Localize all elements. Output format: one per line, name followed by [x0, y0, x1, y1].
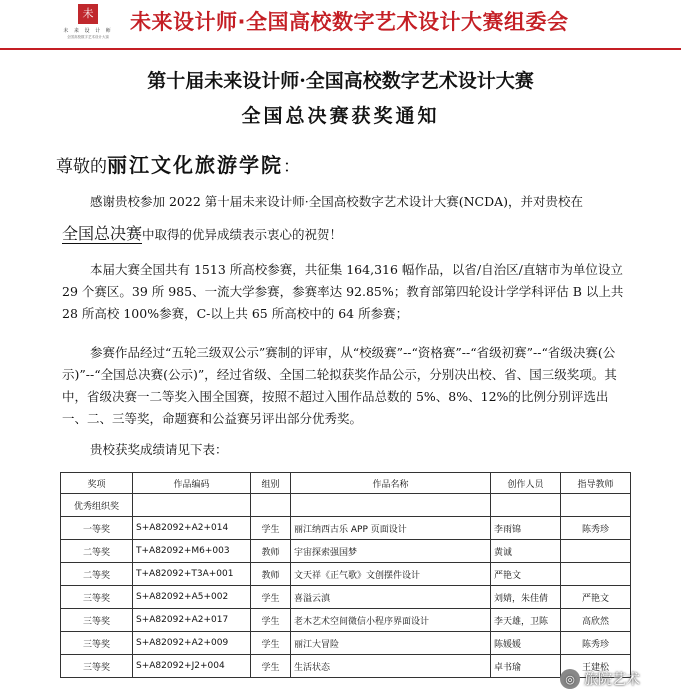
award-cell: 二等奖 [61, 540, 133, 563]
school-name: 丽江文化旅游学院 [107, 153, 283, 177]
group-cell: 学生 [251, 632, 291, 655]
advisor-cell [561, 563, 631, 586]
code-cell: T+A82092+T3A+001 [133, 563, 251, 586]
paragraph-process: 参赛作品经过“五轮三级双公示”赛制的评审，从“校级赛”--“资格赛”--“省级初赛”--“省级决赛(公示)”--“全国总决赛(公示)”，经过省级、全国二轮拟获奖作品公示，分别决出校、省、国三级奖项。其中，省级决赛一二等奖入围全国赛，按照不超过入围作品总数的 5%、8%、12%的比例分别评选出一、二、三等奖，命题赛和公益赛另评出部分优秀奖。 [62, 345, 617, 426]
header-title: 作品名称 [291, 473, 491, 494]
award-cell: 二等奖 [61, 563, 133, 586]
title-cell: 丽江纳西古乐 APP 页面设计 [291, 517, 491, 540]
creators-cell: 黄诚 [491, 540, 561, 563]
advisor-cell: 王建松 [561, 655, 631, 678]
table-row [61, 517, 631, 540]
title-cell: 宇宙探索强国梦 [291, 540, 491, 563]
paragraph-table-intro: 贵校获奖成绩请见下表： [90, 442, 228, 457]
table-row [61, 632, 631, 655]
wechat-icon: ◎ [560, 669, 580, 689]
org-award-cell: 优秀组织奖 [61, 494, 133, 517]
creators-cell: 李天雄，卫陈 [491, 609, 561, 632]
code-cell: S+A82092+J2+004 [133, 655, 251, 678]
header-award: 奖项 [61, 473, 133, 494]
group-cell: 学生 [251, 517, 291, 540]
watermark-text: 旅院艺术 [584, 672, 640, 688]
notice-title-line1: 第十届未来设计师·全国高校数字艺术设计大赛 [147, 70, 534, 92]
award-cell: 三等奖 [61, 632, 133, 655]
award-cell: 三等奖 [61, 609, 133, 632]
creators-cell: 严艳文 [491, 563, 561, 586]
code-cell: S+A82092+A2+017 [133, 609, 251, 632]
salutation-suffix: ： [283, 157, 300, 177]
advisor-cell: 陈秀珍 [561, 632, 631, 655]
logo-text-line1: 未 来 设 计 师 [63, 28, 113, 34]
advisor-cell [561, 540, 631, 563]
letterhead [0, 0, 681, 52]
header-creators: 创作人员 [491, 473, 561, 494]
notice-title-line2: 全国总决赛获奖通知 [241, 105, 440, 127]
group-cell: 学生 [251, 655, 291, 678]
advisor-cell: 陈秀珍 [561, 517, 631, 540]
organizer-name: 未来设计师·全国高校数字艺术设计大赛组委会 [130, 10, 569, 34]
creators-cell: 陈媛媛 [491, 632, 561, 655]
creators-cell: 李雨锦 [491, 517, 561, 540]
title-cell: 老木艺术空间微信小程序界面设计 [291, 609, 491, 632]
table-row [61, 586, 631, 609]
paragraph-thanks: 感谢贵校参加 2022 第十届未来设计师·全国高校数字艺术设计大赛(NCDA)，并对贵校在 [90, 194, 584, 209]
table-header-row [61, 473, 631, 494]
code-cell: S+A82092+A2+014 [133, 517, 251, 540]
paragraph-stats: 本届大赛全国共有 1513 所高校参赛，共征集 164,316 幅作品，以省/自治区/直辖市为单位设立 29 个赛区。39 所 985、一流大学参赛，参赛率达 92.85%；教育部第四轮设计学学科评估 B 以上共 28 所高校 100%参赛，C-以上共 65 所高校中的 64 所参赛； [62, 262, 624, 321]
salutation [56, 149, 300, 178]
final-round-label: 全国总决赛 [62, 224, 143, 243]
table-row [61, 655, 631, 678]
table-row [61, 563, 631, 586]
logo-text-line2: 全国高校数字艺术设计大赛 [67, 35, 109, 39]
header-group: 组别 [251, 473, 291, 494]
award-cell: 三等奖 [61, 586, 133, 609]
creators-cell: 卓书瑜 [491, 655, 561, 678]
table-row [61, 609, 631, 632]
group-cell: 教师 [251, 563, 291, 586]
code-cell: T+A82092+M6+003 [133, 540, 251, 563]
paragraph-congrats [62, 223, 632, 246]
code-cell: S+A82092+A2+009 [133, 632, 251, 655]
title-cell: 生活状态 [291, 655, 491, 678]
salutation-prefix: 尊敬的 [56, 157, 107, 177]
title-cell: 喜溢云滇 [291, 586, 491, 609]
code-cell: S+A82092+A5+002 [133, 586, 251, 609]
account-watermark [560, 664, 678, 694]
header-divider [0, 48, 681, 50]
logo-mark: 未 [78, 4, 98, 24]
title-cell: 文天祥《正气歌》文创摆件设计 [291, 563, 491, 586]
advisor-cell: 高欣然 [561, 609, 631, 632]
group-cell: 学生 [251, 586, 291, 609]
table-row [61, 494, 631, 517]
awards-table [60, 472, 631, 678]
advisor-cell: 严艳文 [561, 586, 631, 609]
award-cell: 三等奖 [61, 655, 133, 678]
title-cell: 丽江大冒险 [291, 632, 491, 655]
group-cell: 学生 [251, 609, 291, 632]
award-cell: 一等奖 [61, 517, 133, 540]
organizer-logo [62, 4, 114, 46]
group-cell: 教师 [251, 540, 291, 563]
table-row [61, 540, 631, 563]
header-code: 作品编码 [133, 473, 251, 494]
creators-cell: 刘婧，朱佳倩 [491, 586, 561, 609]
header-advisor: 指导教师 [561, 473, 631, 494]
congrats-text: 中取得的优异成绩表示衷心的祝贺！ [142, 227, 343, 242]
